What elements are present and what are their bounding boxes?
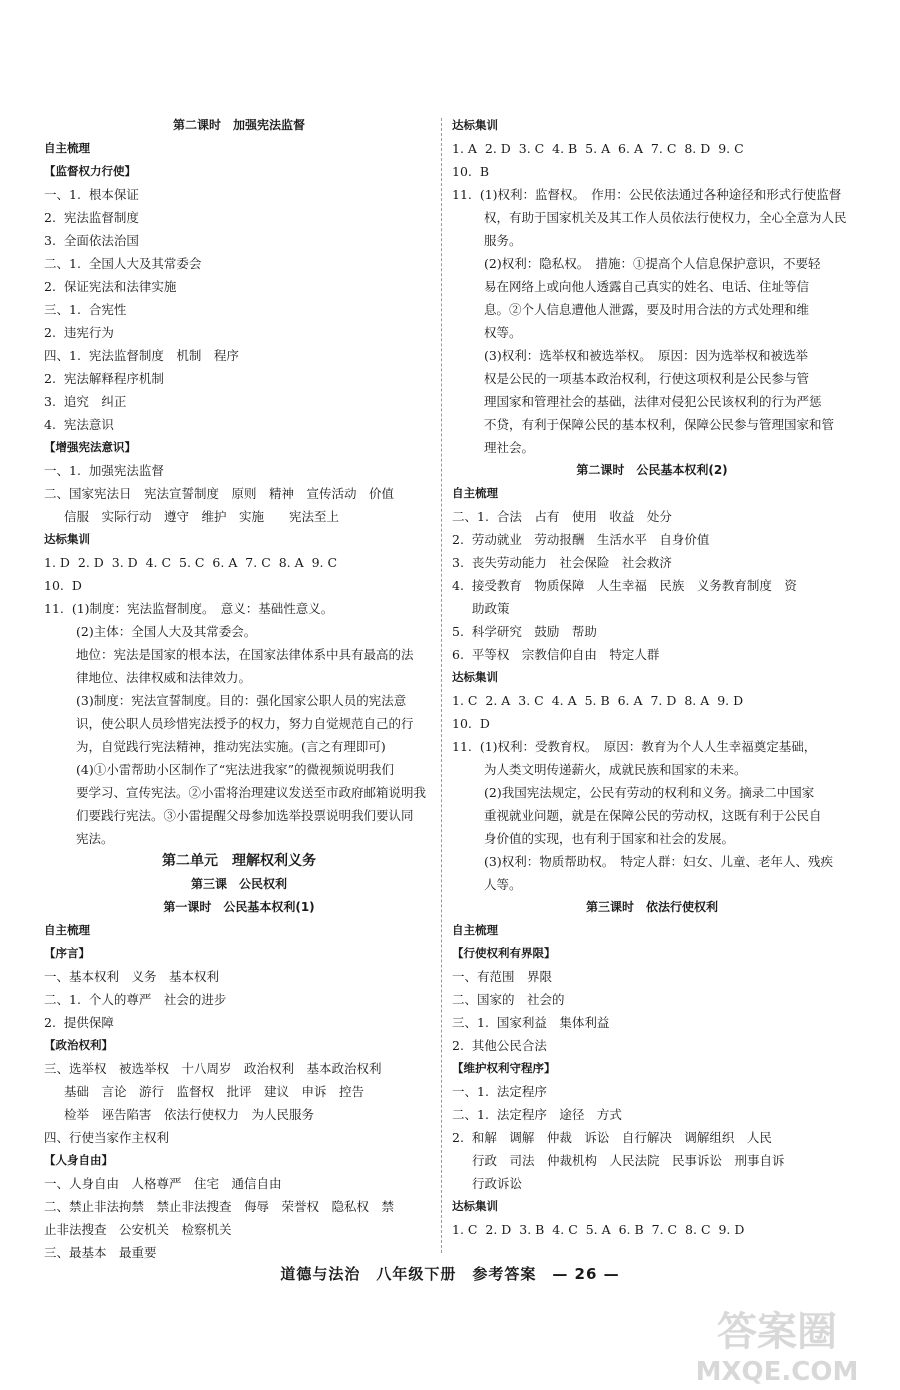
- answer-line: 二、国家的 社会的: [452, 992, 565, 1007]
- answer-line: (2)我国宪法规定，公民有劳动的权利和义务。摘录二中国家: [484, 785, 815, 800]
- answer-line: 2. 劳动就业 劳动报酬 生活水平 自身价值: [452, 532, 710, 547]
- answer-line: 3. 全面依法治国: [44, 233, 139, 248]
- answer-line: 1. D 2. D 3. D 4. C 5. C 6. A 7. C 8. A 9. C: [44, 555, 338, 570]
- answer-line: 二、1. 合法 占有 使用 收益 处分: [452, 509, 672, 524]
- answer-line: 4. 宪法意识: [44, 417, 114, 432]
- answer-line: 重视就业问题，就是在保障公民的劳动权，这既有利于公民自: [484, 808, 822, 823]
- answer-line: 4. 接受教育 物质保障 人生幸福 民族 义务教育制度 资: [452, 578, 797, 593]
- answer-line: (4)①小雷帮助小区制作了“宪法进我家”的微视频说明我们: [76, 762, 394, 777]
- answer-line: 行政诉讼: [472, 1176, 523, 1191]
- subheading: 【增强宪法意识】: [44, 440, 136, 454]
- answer-line: 2. 宪法解释程序机制: [44, 371, 164, 386]
- answer-line: 10. D: [452, 716, 490, 731]
- answer-line: 一、1. 根本保证: [44, 187, 139, 202]
- answer-line: 四、行使当家作主权利: [44, 1130, 170, 1145]
- answer-line: 理社会。: [484, 440, 535, 455]
- answer-line: 2. 提供保障: [44, 1015, 114, 1030]
- answer-line: 3. 追究 纠正: [44, 394, 127, 409]
- answer-line: 身价值的实现，也有利于国家和社会的发展。: [484, 831, 735, 846]
- answer-line: 宪法。: [76, 831, 114, 846]
- section-title: 第三课时 依法行使权利: [585, 900, 718, 914]
- answer-line: 助政策: [472, 601, 510, 616]
- section-title: 第二单元 理解权利义务: [162, 853, 316, 869]
- answer-line: 2. 违宪行为: [44, 325, 114, 340]
- answer-line: 权，有助于国家机关及其工作人员依法行使权力，全心全意为人民: [484, 210, 847, 225]
- watermark-logo: [677, 1300, 882, 1385]
- subheading: 【政治权利】: [44, 1038, 113, 1052]
- left-answer-column: [44, 114, 434, 1264]
- answer-line: 检举 诬告陷害 依法行使权力 为人民服务: [64, 1107, 315, 1122]
- answer-line: 2. 和解 调解 仲裁 诉讼 自行解决 调解组织 人民: [452, 1130, 772, 1145]
- answer-line: 权是公民的一项基本政治权利，行使这项权利是公民参与管: [484, 371, 810, 386]
- answer-line: (3)制度：宪法宣誓制度。目的：强化国家公职人员的宪法意: [76, 693, 407, 708]
- answer-line: 止非法搜查 公安机关 检察机关: [44, 1222, 232, 1237]
- section-title: 第三课 公民权利: [190, 877, 287, 891]
- answer-line: 1. C 2. D 3. B 4. C 5. A 6. B 7. C 8. C 9. D: [452, 1222, 745, 1237]
- answer-line: (2)主体：全国人大及其常委会。: [76, 624, 257, 639]
- answer-line: 行政 司法 仲裁机构 人民法院 民事诉讼 刑事自诉: [472, 1153, 785, 1168]
- answer-line: (2)权利：隐私权。 措施：①提高个人信息保护意识，不要轻: [484, 256, 821, 271]
- answer-line: 律地位、法律权威和法律效力。: [76, 670, 252, 685]
- section-title: 第一课时 公民基本权利(1): [163, 900, 315, 914]
- column-divider: [441, 118, 442, 1253]
- answer-line: 识，使公职人员珍惜宪法授予的权力，努力自觉规范自己的行: [76, 716, 414, 731]
- answer-line: 人等。: [484, 877, 522, 892]
- answer-line: (3)权利：选举权和被选举权。 原因：因为选举权和被选举: [484, 348, 808, 363]
- subheading: 达标集训: [44, 532, 90, 546]
- answer-line: 二、禁止非法拘禁 禁止非法搜查 侮辱 荣誉权 隐私权 禁: [44, 1199, 395, 1214]
- answer-line: 三、1. 合宪性: [44, 302, 127, 317]
- answer-line: 理国家和管理社会的基础，法律对侵犯公民该权利的行为严惩: [484, 394, 822, 409]
- answer-line: 一、有范围 界限: [452, 969, 553, 984]
- answer-line: 3. 丧失劳动能力 社会保险 社会救济: [452, 555, 672, 570]
- answer-line: 为人类文明传递薪火，成就民族和国家的未来。: [484, 762, 747, 777]
- answer-line: 一、1. 法定程序: [452, 1084, 547, 1099]
- answer-line: 基础 言论 游行 监督权 批评 建议 申诉 控告: [64, 1084, 365, 1099]
- answer-line: 2. 其他公民合法: [452, 1038, 547, 1053]
- subheading: 【行使权利有界限】: [452, 946, 556, 960]
- answer-line: 11. (1)权利：受教育权。 原因：教育为个人人生幸福奠定基础，: [452, 739, 817, 754]
- answer-line: 三、1. 国家利益 集体利益: [452, 1015, 610, 1030]
- answer-line: 11. (1)制度：宪法监督制度。 意义：基础性意义。: [44, 601, 334, 616]
- answer-line: 一、基本权利 义务 基本权利: [44, 969, 220, 984]
- answer-line: 二、1. 个人的尊严 社会的进步: [44, 992, 227, 1007]
- subheading: 达标集训: [452, 670, 498, 684]
- answer-line: 10. D: [44, 578, 82, 593]
- answer-line: 5. 科学研究 鼓励 帮助: [452, 624, 597, 639]
- answer-line: 一、人身自由 人格尊严 住宅 通信自由: [44, 1176, 282, 1191]
- subheading: 达标集训: [452, 1199, 498, 1213]
- answer-line: 要学习、宣传宪法。②小雷将治理建议发送至市政府邮箱说明我: [76, 785, 427, 800]
- watermark-bottom: MXQE.COM: [695, 1357, 859, 1385]
- answer-line: 10. B: [452, 164, 490, 179]
- answer-line: 1. A 2. D 3. C 4. B 5. A 6. A 7. C 8. D 9. C: [452, 141, 744, 156]
- answer-line: 信服 实际行动 遵守 维护 实施 宪法至上: [64, 509, 340, 524]
- answer-line: 易在网络上或向他人透露自己真实的姓名、电话、住址等信: [484, 279, 810, 294]
- answer-line: 们要践行宪法。③小雷提醒父母参加选举投票说明我们要认同: [76, 808, 414, 823]
- watermark-top: 答案圈: [717, 1309, 837, 1355]
- answer-line: 服务。: [484, 233, 522, 248]
- answer-line: 6. 平等权 宗教信仰自由 特定人群: [452, 647, 660, 662]
- subheading: 自主梳理: [44, 923, 90, 937]
- answer-line: 地位：宪法是国家的根本法，在国家法律体系中具有最高的法: [76, 647, 414, 662]
- answer-line: 四、1. 宪法监督制度 机制 程序: [44, 348, 239, 363]
- subheading: 达标集训: [452, 118, 498, 132]
- subheading: 【维护权利守程序】: [452, 1061, 556, 1075]
- answer-line: 二、国家宪法日 宪法宣誓制度 原则 精神 宣传活动 价值: [44, 486, 395, 501]
- subheading: 自主梳理: [44, 141, 90, 155]
- answer-line: 1. C 2. A 3. C 4. A 5. B 6. A 7. D 8. A 9. D: [452, 693, 744, 708]
- section-title: 第二课时 公民基本权利(2): [576, 463, 728, 477]
- answer-line: 2. 保证宪法和法律实施: [44, 279, 177, 294]
- section-title: 第二课时 加强宪法监督: [172, 118, 305, 132]
- answer-line: 二、1. 法定程序 途径 方式: [452, 1107, 622, 1122]
- answer-line: 2. 宪法监督制度: [44, 210, 139, 225]
- answer-line: 二、1. 全国人大及其常委会: [44, 256, 202, 271]
- answer-line: 权等。: [484, 325, 522, 340]
- page-footer: 道德与法治 八年级下册 参考答案 — 26 —: [280, 1265, 620, 1283]
- answer-line: 三、最基本 最重要: [44, 1245, 157, 1260]
- answer-line: 三、选举权 被选举权 十八周岁 政治权利 基本政治权利: [44, 1061, 382, 1076]
- right-answer-column: [452, 114, 852, 1241]
- subheading: 自主梳理: [452, 923, 498, 937]
- answer-line: 不贷，有利于保障公民的基本权利，保障公民参与管理国家和管: [484, 417, 835, 432]
- answer-line: 一、1. 加强宪法监督: [44, 463, 164, 478]
- answer-line: 11. (1)权利：监督权。 作用：公民依法通过各种途径和形式行使监督: [452, 187, 842, 202]
- subheading: 【人身自由】: [44, 1153, 113, 1167]
- answer-line: 为，自觉践行宪法精神，推动宪法实施。(言之有理即可): [76, 739, 386, 754]
- answer-line: (3)权利：物质帮助权。 特定人群：妇女、儿童、老年人、残疾: [484, 854, 833, 869]
- subheading: 【序言】: [44, 946, 90, 960]
- answer-line: 息。②个人信息遭他人泄露，要及时用合法的方式处理和维: [484, 302, 810, 317]
- subheading: 自主梳理: [452, 486, 498, 500]
- subheading: 【监督权力行使】: [44, 164, 136, 178]
